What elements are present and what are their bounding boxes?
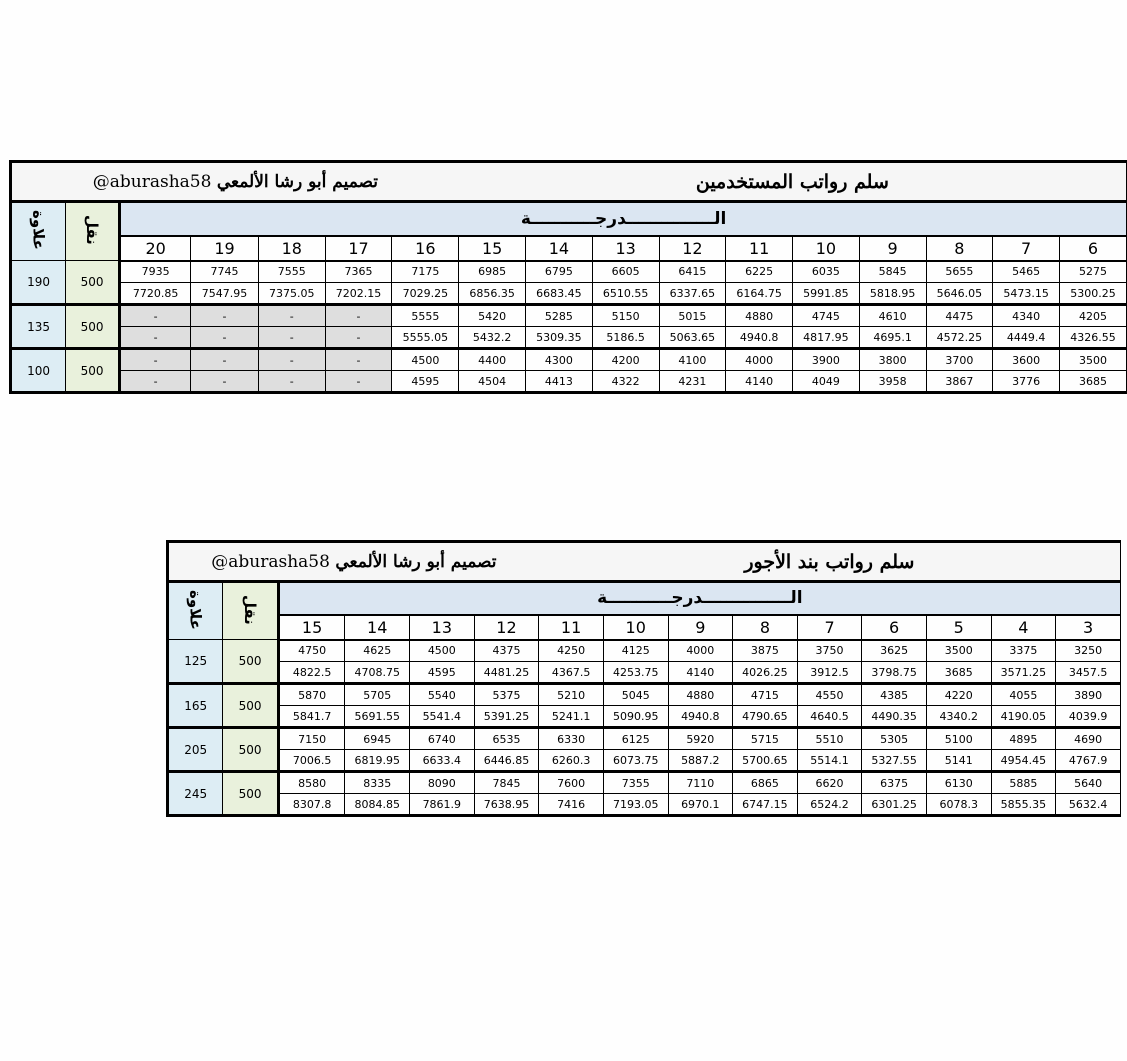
net-salary-cell: 6078.3 [926,794,991,816]
base-salary-cell: 7355 [603,772,668,794]
net-salary-cell: 4954.45 [991,750,1056,772]
base-salary-cell: 8335 [345,772,410,794]
net-salary-cell: 4817.95 [793,327,860,349]
net-salary-cell: 8084.85 [345,794,410,816]
net-salary-cell: 5855.35 [991,794,1056,816]
base-salary-cell: 7555 [258,261,325,283]
base-salary-cell: 6125 [603,728,668,750]
net-salary-cell: 4039.9 [1056,706,1121,728]
net-salary-cell: 4026.25 [733,662,798,684]
wages-salary-sheet [166,540,1108,836]
net-salary-cell: 4572.25 [926,327,993,349]
base-salary-cell: 4880 [668,684,733,706]
net-salary-cell: 4490.35 [862,706,927,728]
grade-number: 9 [859,236,926,261]
base-salary-cell: 4750 [278,640,345,662]
base-salary-cell: 3625 [862,640,927,662]
base-salary-cell: 6415 [659,261,726,283]
net-salary-cell: - [258,371,325,393]
net-salary-cell: 5555.05 [392,327,459,349]
grade-number: 19 [191,236,259,261]
base-salary-cell: 4200 [592,349,659,371]
base-salary-cell: 7175 [392,261,459,283]
net-salary-cell: - [120,327,191,349]
net-salary-cell: 7193.05 [603,794,668,816]
base-salary-cell: 7365 [325,261,392,283]
net-salary-cell: 4049 [793,371,860,393]
net-salary-cell: 6446.85 [474,750,539,772]
net-salary-cell: 3958 [859,371,926,393]
base-salary-cell: 4100 [659,349,726,371]
base-salary-cell: 7845 [474,772,539,794]
base-salary-cell: 4895 [991,728,1056,750]
base-salary-cell: 6535 [474,728,539,750]
net-salary-cell: 4367.5 [539,662,604,684]
net-salary-cell: 4140 [726,371,793,393]
base-salary-cell: 5100 [926,728,991,750]
net-salary-cell: 5141 [926,750,991,772]
base-salary-cell: 4500 [410,640,475,662]
base-salary-cell: 6620 [797,772,862,794]
base-salary-cell: - [258,305,325,327]
base-salary-cell: 3700 [926,349,993,371]
grade-number: 8 [733,615,798,640]
net-salary-cell: 6819.95 [345,750,410,772]
net-salary-cell: 5514.1 [797,750,862,772]
net-salary-cell: 5700.65 [733,750,798,772]
ilawa-value: 135 [11,305,66,349]
net-salary-cell: 4340.2 [926,706,991,728]
base-salary-cell: 5210 [539,684,604,706]
grade-number: 7 [993,236,1060,261]
base-salary-cell: 7745 [191,261,259,283]
ilawa-header: علاوة [168,582,223,640]
base-salary-cell: 5555 [392,305,459,327]
net-salary-cell: 5063.65 [659,327,726,349]
net-salary-cell: 7416 [539,794,604,816]
grade-number: 15 [278,615,345,640]
net-salary-cell: 5691.55 [345,706,410,728]
base-salary-cell: 3875 [733,640,798,662]
base-salary-cell: 4000 [668,640,733,662]
net-salary-cell: 4413 [526,371,593,393]
base-salary-cell: - [191,349,259,371]
base-salary-cell: 7110 [668,772,733,794]
credit-handle: @aburasha58 [92,171,212,192]
employees-salary-table [9,160,1127,394]
net-salary-cell: 5186.5 [592,327,659,349]
credit-text: تصميم أبو رشا الألمعي [216,171,378,192]
net-salary-cell: 4253.75 [603,662,668,684]
net-salary-cell: 6683.45 [526,283,593,305]
base-salary-cell: 5845 [859,261,926,283]
grade-number: 11 [726,236,793,261]
base-salary-cell: 5510 [797,728,862,750]
net-salary-cell: 8307.8 [278,794,345,816]
base-salary-cell: 5885 [991,772,1056,794]
base-salary-cell: 4205 [1060,305,1127,327]
net-salary-cell: 6073.75 [603,750,668,772]
designer-credit [11,162,459,202]
base-salary-cell: 3750 [797,640,862,662]
grade-number: 9 [668,615,733,640]
net-salary-cell: 4231 [659,371,726,393]
net-salary-cell: 5300.25 [1060,283,1127,305]
base-salary-cell: 3500 [926,640,991,662]
net-salary-cell: 5432.2 [459,327,526,349]
base-salary-cell: 4500 [392,349,459,371]
grade-number: 18 [258,236,325,261]
net-salary-cell: 5818.95 [859,283,926,305]
base-salary-cell: 4610 [859,305,926,327]
base-salary-cell: 6945 [345,728,410,750]
grade-number: 14 [526,236,593,261]
base-salary-cell: 5640 [1056,772,1121,794]
net-salary-cell: 4822.5 [278,662,345,684]
net-salary-cell: 5391.25 [474,706,539,728]
grade-number: 12 [659,236,726,261]
ilawa-value: 205 [168,728,223,772]
employees-salary-sheet [9,160,1116,408]
net-salary-cell: 6301.25 [862,794,927,816]
base-salary-cell: 5705 [345,684,410,706]
base-salary-cell: 4375 [474,640,539,662]
net-salary-cell: 5646.05 [926,283,993,305]
naql-value: 500 [223,728,278,772]
base-salary-cell: 6985 [459,261,526,283]
degree-header: الـــــــــــــــدرجـــــــــــة [278,582,1120,615]
naql-value: 500 [66,305,120,349]
net-salary-cell: 6970.1 [668,794,733,816]
base-salary-cell: 6225 [726,261,793,283]
base-salary-cell: 6130 [926,772,991,794]
net-salary-cell: 4940.8 [726,327,793,349]
base-salary-cell: 3600 [993,349,1060,371]
net-salary-cell: 7029.25 [392,283,459,305]
net-salary-cell: 4595 [410,662,475,684]
base-salary-cell: 4880 [726,305,793,327]
credit-text: تصميم أبو رشا الألمعي [335,551,497,572]
base-salary-cell: 6740 [410,728,475,750]
base-salary-cell: 5870 [278,684,345,706]
base-salary-cell: 4715 [733,684,798,706]
net-salary-cell: 4504 [459,371,526,393]
wages-salary-table [166,540,1121,817]
base-salary-cell: - [325,305,392,327]
net-salary-cell: 6510.55 [592,283,659,305]
net-salary-cell: 4695.1 [859,327,926,349]
net-salary-cell: 7375.05 [258,283,325,305]
base-salary-cell: 6865 [733,772,798,794]
base-salary-cell: 7935 [120,261,191,283]
net-salary-cell: 6337.65 [659,283,726,305]
base-salary-cell: 4000 [726,349,793,371]
net-salary-cell: 5841.7 [278,706,345,728]
base-salary-cell: 5540 [410,684,475,706]
base-salary-cell: 3250 [1056,640,1121,662]
base-salary-cell: 5465 [993,261,1060,283]
net-salary-cell: 5473.15 [993,283,1060,305]
net-salary-cell: 4595 [392,371,459,393]
base-salary-cell: 4400 [459,349,526,371]
net-salary-cell: 4940.8 [668,706,733,728]
grade-number: 4 [991,615,1056,640]
base-salary-cell: 5150 [592,305,659,327]
net-salary-cell: 3457.5 [1056,662,1121,684]
ilawa-header: علاوة [11,202,66,261]
net-salary-cell: 3685 [1060,371,1127,393]
ilawa-value: 165 [168,684,223,728]
naql-header: نقل [223,582,278,640]
net-salary-cell: 5309.35 [526,327,593,349]
net-salary-cell: 3685 [926,662,991,684]
base-salary-cell: 4125 [603,640,668,662]
grade-number: 13 [410,615,475,640]
grade-number: 10 [603,615,668,640]
naql-value: 500 [66,261,120,305]
base-salary-cell: 5375 [474,684,539,706]
net-salary-cell: 4322 [592,371,659,393]
base-salary-cell: 4055 [991,684,1056,706]
net-salary-cell: 4481.25 [474,662,539,684]
base-salary-cell: 4625 [345,640,410,662]
grade-number: 14 [345,615,410,640]
base-salary-cell: 3375 [991,640,1056,662]
net-salary-cell: 3912.5 [797,662,862,684]
base-salary-cell: 5715 [733,728,798,750]
base-salary-cell: 4250 [539,640,604,662]
net-salary-cell: 3776 [993,371,1060,393]
grade-number: 15 [459,236,526,261]
net-salary-cell: - [325,327,392,349]
naql-value: 500 [223,772,278,816]
grade-number: 13 [592,236,659,261]
base-salary-cell: 3800 [859,349,926,371]
naql-value: 500 [223,640,278,684]
net-salary-cell: 7547.95 [191,283,259,305]
base-salary-cell: 5305 [862,728,927,750]
net-salary-cell: 3571.25 [991,662,1056,684]
grade-number: 8 [926,236,993,261]
base-salary-cell: 8090 [410,772,475,794]
base-salary-cell: 6330 [539,728,604,750]
net-salary-cell: 4640.5 [797,706,862,728]
base-salary-cell: 4690 [1056,728,1121,750]
designer-credit [168,542,539,582]
naql-value: 500 [66,349,120,393]
net-salary-cell: 4190.05 [991,706,1056,728]
grade-number: 3 [1056,615,1121,640]
net-salary-cell: 7006.5 [278,750,345,772]
base-salary-cell: - [191,305,259,327]
net-salary-cell: 5887.2 [668,750,733,772]
base-salary-cell: 5655 [926,261,993,283]
credit-handle: @aburasha58 [211,551,330,572]
naql-header: نقل [66,202,120,261]
base-salary-cell: - [120,349,191,371]
table-title: سلم رواتب بند الأجور [539,542,1121,582]
net-salary-cell: 6633.4 [410,750,475,772]
net-salary-cell: 6524.2 [797,794,862,816]
net-salary-cell: - [191,327,259,349]
grade-number: 17 [325,236,392,261]
net-salary-cell: 6260.3 [539,750,604,772]
base-salary-cell: 8580 [278,772,345,794]
net-salary-cell: 4326.55 [1060,327,1127,349]
grade-number: 10 [793,236,860,261]
base-salary-cell: 5045 [603,684,668,706]
net-salary-cell: 5090.95 [603,706,668,728]
base-salary-cell: 3890 [1056,684,1121,706]
net-salary-cell: 4140 [668,662,733,684]
base-salary-cell: 7600 [539,772,604,794]
net-salary-cell: - [325,371,392,393]
net-salary-cell: 5241.1 [539,706,604,728]
base-salary-cell: 3500 [1060,349,1127,371]
net-salary-cell: 3798.75 [862,662,927,684]
net-salary-cell: 5632.4 [1056,794,1121,816]
net-salary-cell: 6856.35 [459,283,526,305]
base-salary-cell: 6035 [793,261,860,283]
net-salary-cell: 4790.65 [733,706,798,728]
table-title: سلم رواتب المستخدمين [459,162,1127,202]
base-salary-cell: 5275 [1060,261,1127,283]
base-salary-cell: - [258,349,325,371]
net-salary-cell: 7861.9 [410,794,475,816]
base-salary-cell: 4385 [862,684,927,706]
net-salary-cell: 4449.4 [993,327,1060,349]
degree-header: الـــــــــــــــدرجـــــــــــة [120,202,1127,236]
base-salary-cell: 4340 [993,305,1060,327]
base-salary-cell: 6795 [526,261,593,283]
net-salary-cell: 6164.75 [726,283,793,305]
base-salary-cell: 6605 [592,261,659,283]
net-salary-cell: 5327.55 [862,750,927,772]
ilawa-value: 245 [168,772,223,816]
base-salary-cell: 5285 [526,305,593,327]
net-salary-cell: 4767.9 [1056,750,1121,772]
base-salary-cell: 4220 [926,684,991,706]
ilawa-value: 100 [11,349,66,393]
net-salary-cell: 7720.85 [120,283,191,305]
net-salary-cell: 7638.95 [474,794,539,816]
base-salary-cell: 4550 [797,684,862,706]
grade-number: 16 [392,236,459,261]
base-salary-cell: 4300 [526,349,593,371]
grade-number: 6 [862,615,927,640]
grade-number: 11 [539,615,604,640]
net-salary-cell: 4708.75 [345,662,410,684]
grade-number: 12 [474,615,539,640]
naql-value: 500 [223,684,278,728]
grade-number: 7 [797,615,862,640]
net-salary-cell: - [120,371,191,393]
base-salary-cell: 5920 [668,728,733,750]
net-salary-cell: 5541.4 [410,706,475,728]
net-salary-cell: 5991.85 [793,283,860,305]
grade-number: 6 [1060,236,1127,261]
net-salary-cell: 6747.15 [733,794,798,816]
ilawa-value: 125 [168,640,223,684]
base-salary-cell: 6375 [862,772,927,794]
base-salary-cell: 4745 [793,305,860,327]
base-salary-cell: 5015 [659,305,726,327]
grade-number: 5 [926,615,991,640]
base-salary-cell: - [325,349,392,371]
base-salary-cell: 3900 [793,349,860,371]
base-salary-cell: 7150 [278,728,345,750]
base-salary-cell: - [120,305,191,327]
ilawa-value: 190 [11,261,66,305]
net-salary-cell: - [191,371,259,393]
net-salary-cell: 3867 [926,371,993,393]
net-salary-cell: 7202.15 [325,283,392,305]
base-salary-cell: 5420 [459,305,526,327]
base-salary-cell: 4475 [926,305,993,327]
net-salary-cell: - [258,327,325,349]
grade-number: 20 [120,236,191,261]
